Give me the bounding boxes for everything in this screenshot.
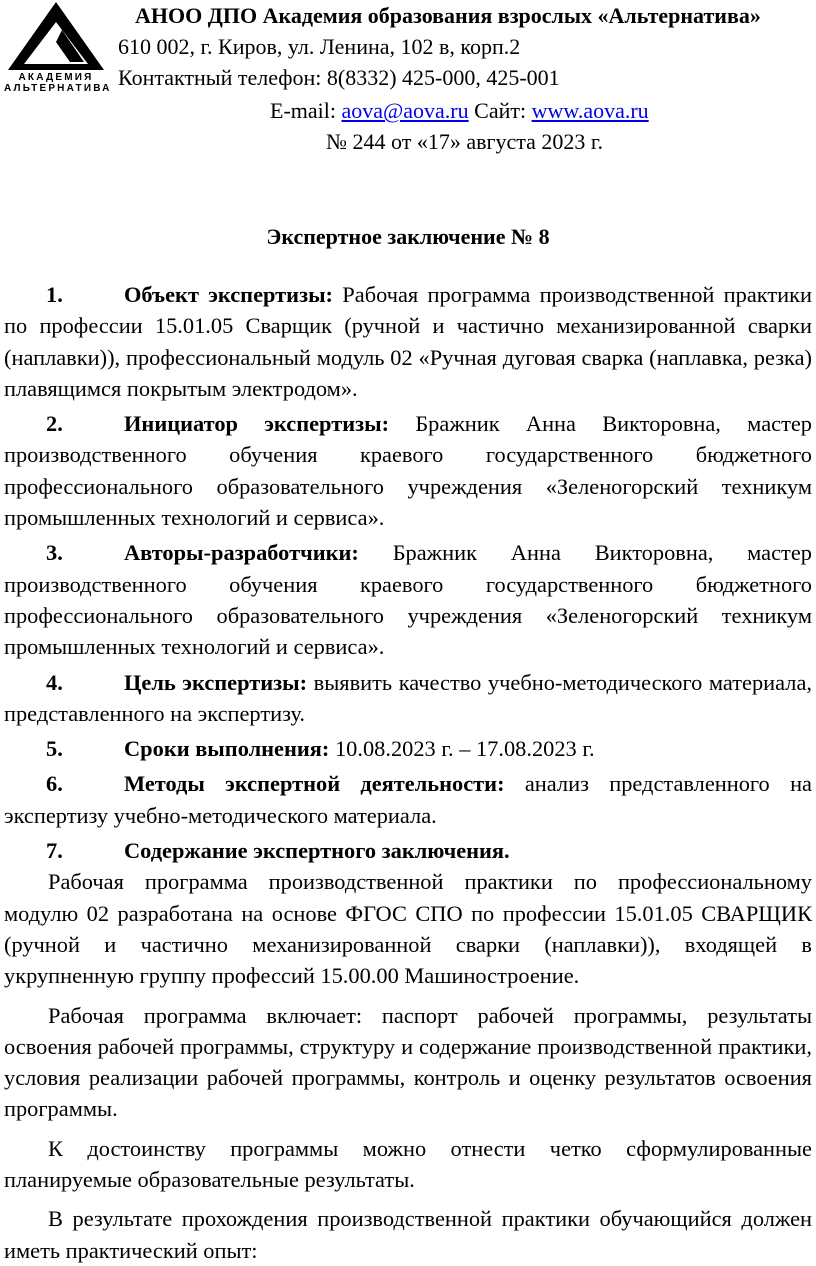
item-text: Бражник Анна Викторовна, мастер производственного обучения краевого государственного бюджетного профессионального образовательного учреждения «Зеленогорский техникум промышленных технологий и сервиса». (4, 411, 812, 531)
item-label: Содержание экспертного заключения. (124, 838, 510, 864)
item-text: Рабочая программа производственной практики по профессии 15.01.05 Сварщик (ручной и частично механизированной сварки (наплавки)), профессиональный модуль 02 «Ручная дуговая сварка (наплавка, резка) плавящимся покрытым электродом». (4, 282, 812, 401)
item-text: Бражник Анна Викторовна, мастер производственного обучения краевого государственного бюджетного профессионального образовательного учреждения «Зеленогорский техникум промышленных технологий и сервиса». (4, 540, 812, 660)
item-number: 3. (46, 540, 63, 566)
item-number: 7. (46, 838, 63, 864)
list-item (4, 667, 812, 730)
paragraph: Рабочая программа производственной практики по профессиональному модулю 02 разработана на основе ФГОС СПО по профессии 15.01.05 СВАРЩИК (ручной и частично механизированной сварки (наплавки)), входящей в укрупненную группу профессий 15.00.00 Машиностроение. (4, 869, 812, 989)
org-phone: Контактный телефон: 8(8332) 425-000, 425-001 (118, 65, 560, 90)
triangle-logo-icon (4, 0, 108, 72)
paragraph: Рабочая программа включает: паспорт рабочей программы, результаты освоения рабочей программы, структуру и содержание производственной практики, условия реализации рабочей программы, контроль и оценку результатов освоения программы. (4, 1002, 812, 1122)
document-body (4, 279, 812, 1266)
item-number: 6. (46, 771, 63, 797)
item-text: анализ представленного на экспертизу учебно-методического материала. (4, 771, 812, 828)
item-label: Объект экспертизы: (124, 282, 334, 307)
org-name: АНОО ДПО Академия образования взрослых «Альтернатива» (135, 3, 761, 28)
list-item (4, 768, 812, 831)
doc-number: № 244 от «17» августа 2023 г. (326, 129, 603, 154)
paragraph: В результате прохождения производственной практики обучающийся должен иметь практический опыт: (4, 1206, 812, 1263)
item-number: 4. (46, 669, 63, 695)
item-number: 2. (46, 411, 63, 437)
academy-logo (4, 0, 112, 96)
list-item (4, 279, 812, 404)
contact-line (270, 97, 649, 125)
item-label: Авторы-разработчики: (124, 540, 359, 566)
list-item (4, 733, 812, 764)
list-item (4, 537, 812, 662)
item-number: 1. (46, 282, 63, 307)
site-label: Сайт: (474, 98, 527, 123)
org-address: 610 002, г. Киров, ул. Ленина, 102 в, корп.2 (118, 34, 521, 59)
item-text: выявить качество учебно-методического материала, представленного на экспертизу. (4, 669, 812, 726)
item-text: 10.08.2023 г. – 17.08.2023 г. (334, 736, 595, 762)
email-label: E-mail: (270, 98, 336, 123)
item-label: Сроки выполнения: (124, 736, 330, 762)
list-item (4, 835, 812, 866)
site-link[interactable]: www.aova.ru (531, 98, 649, 123)
list-item (4, 408, 812, 533)
logo-text-line2: АЛЬТЕРНАТИВА (4, 83, 112, 94)
item-label: Инициатор экспертизы: (124, 411, 390, 437)
item-label: Цель экспертизы: (124, 669, 308, 695)
document-title: Экспертное заключение № 8 (266, 224, 550, 249)
item-number: 5. (46, 736, 63, 762)
item-label: Методы экспертной деятельности: (124, 771, 505, 797)
email-link[interactable]: aova@aova.ru (341, 98, 469, 123)
logo-text-line1: АКАДЕМИЯ (18, 72, 94, 83)
paragraph: К достоинству программы можно отнести четко сформулированные планируемые образовательные результаты. (4, 1135, 812, 1193)
